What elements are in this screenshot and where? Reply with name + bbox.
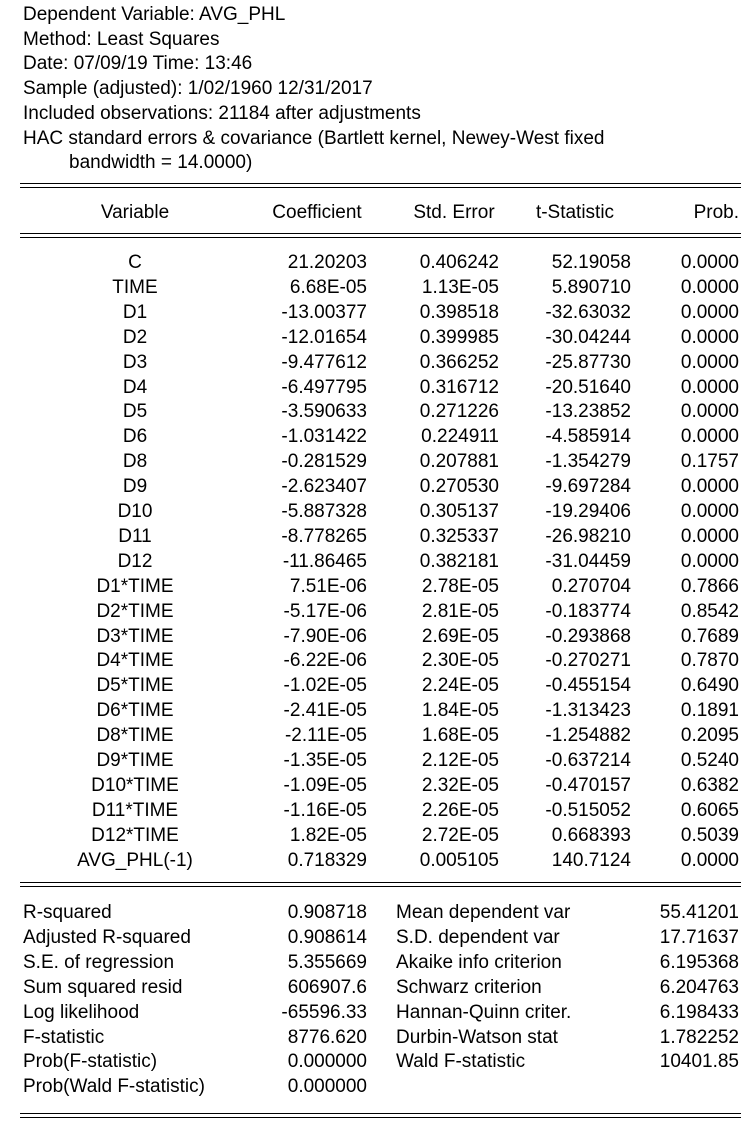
column-header-t-statistic: t-Statistic: [535, 202, 615, 223]
variable-cell: D11: [118, 525, 152, 547]
prob-cell: 0.2095: [680, 725, 739, 747]
stat-label: Mean dependent var: [396, 902, 571, 923]
variable-cell: D2*TIME: [96, 600, 174, 622]
sample-line: Sample (adjusted): 1/02/1960 12/31/2017: [23, 78, 373, 100]
std-error-cell: 0.005105: [419, 849, 499, 871]
t-statistic-cell: -31.04459: [545, 550, 631, 572]
header-bottom-rule-double: [20, 237, 741, 238]
std-error-cell: 2.69E-05: [421, 625, 499, 647]
column-header-variable: Variable: [100, 202, 170, 223]
t-statistic-cell: -0.293868: [545, 625, 631, 647]
t-statistic-cell: 5.890710: [551, 276, 631, 298]
std-error-cell: 0.406242: [419, 252, 499, 273]
t-statistic-cell: -1.254882: [545, 725, 631, 747]
coefficient-cell: -7.90E-06: [283, 625, 367, 647]
prob-cell: 0.0000: [680, 276, 739, 298]
coefficient-cell: 7.51E-06: [289, 575, 367, 597]
variable-cell: D3*TIME: [96, 625, 174, 647]
variable-cell: D6: [122, 426, 148, 448]
stat-value: 6.198433: [659, 1001, 739, 1023]
table-top-rule-double: [20, 187, 741, 188]
stat-label: Durbin-Watson stat: [396, 1026, 558, 1048]
stat-label: S.E. of regression: [23, 951, 175, 973]
stat-value: 8776.620: [287, 1026, 367, 1048]
method-line: Method: Least Squares: [23, 28, 220, 50]
coefficient-cell: -1.031422: [281, 426, 367, 448]
coefficient-cell: -6.22E-06: [283, 650, 367, 672]
std-error-cell: 0.325337: [419, 525, 499, 547]
variable-cell: D8: [122, 451, 148, 473]
variable-cell: D2: [122, 326, 148, 348]
hac-covariance-line: HAC standard errors & covariance (Bartlett kernel, Newey-West fixed: [23, 127, 605, 149]
stat-label: Sum squared resid: [23, 976, 183, 998]
std-error-cell: 1.68E-05: [421, 725, 499, 747]
prob-cell: 0.0000: [680, 426, 739, 448]
observations-line: Included observations: 21184 after adjustments: [23, 102, 421, 124]
t-statistic-cell: 0.270704: [551, 575, 631, 597]
stat-label: Adjusted R-squared: [23, 926, 191, 948]
variable-cell: AVG_PHL(-1): [77, 849, 193, 871]
prob-cell: 0.0000: [680, 351, 739, 373]
stat-label: Prob(Wald F-statistic): [23, 1076, 205, 1098]
coefficient-cell: 21.20203: [287, 252, 367, 273]
t-statistic-cell: 52.19058: [551, 252, 631, 273]
variable-cell: D12: [117, 550, 153, 572]
std-error-cell: 2.26E-05: [421, 799, 499, 821]
coefficient-cell: -1.35E-05: [283, 750, 367, 771]
variable-cell: D1*TIME: [96, 575, 174, 597]
stat-label: S.D. dependent var: [396, 926, 560, 948]
coefficient-cell: -2.41E-05: [283, 700, 367, 722]
stat-value: 5.355669: [287, 951, 367, 973]
variable-cell: TIME: [112, 276, 158, 298]
std-error-cell: 0.316712: [419, 376, 499, 398]
prob-cell: 0.6490: [680, 675, 739, 697]
std-error-cell: 1.84E-05: [421, 700, 499, 722]
t-statistic-cell: -13.23852: [545, 401, 631, 423]
t-statistic-cell: 140.7124: [551, 849, 631, 871]
variable-cell: D8*TIME: [96, 725, 174, 747]
stat-label: Akaike info criterion: [396, 951, 562, 973]
prob-cell: 0.0000: [680, 252, 739, 273]
stat-value: 1.782252: [659, 1026, 739, 1048]
stat-label: Prob(F-statistic): [23, 1051, 158, 1073]
coefficient-cell: -1.09E-05: [283, 774, 367, 796]
t-statistic-cell: -0.515052: [545, 799, 631, 821]
stat-value: 0.908614: [287, 926, 367, 948]
variable-cell: D5: [122, 401, 148, 423]
stat-value: 0.908718: [287, 902, 367, 923]
coefficient-cell: -6.497795: [281, 376, 367, 398]
t-statistic-cell: -9.697284: [545, 476, 631, 498]
t-statistic-cell: -26.98210: [545, 525, 631, 547]
prob-cell: 0.1757: [680, 451, 739, 473]
std-error-cell: 1.13E-05: [421, 276, 499, 298]
prob-cell: 0.0000: [680, 301, 739, 323]
stat-value: 0.000000: [287, 1076, 367, 1098]
date-time-line: Date: 07/09/19 Time: 13:46: [23, 53, 253, 75]
coefficient-cell: -11.86465: [282, 550, 367, 572]
column-header-prob: Prob.: [693, 202, 739, 223]
std-error-cell: 2.12E-05: [421, 750, 499, 771]
std-error-cell: 0.224911: [421, 426, 499, 448]
std-error-cell: 0.382181: [419, 550, 499, 572]
prob-cell: 0.7870: [680, 650, 739, 672]
variable-cell: D4: [122, 376, 148, 398]
coefficient-cell: -9.477612: [281, 351, 367, 373]
variable-cell: D10*TIME: [91, 774, 179, 796]
prob-cell: 0.0000: [680, 401, 739, 423]
stat-label: F-statistic: [23, 1026, 105, 1048]
prob-cell: 0.0000: [680, 849, 739, 871]
t-statistic-cell: -19.29406: [545, 501, 631, 522]
t-statistic-cell: -1.354279: [545, 451, 631, 473]
header-bottom-rule: [20, 233, 741, 234]
variable-cell: D4*TIME: [96, 650, 174, 672]
coefficient-cell: -1.02E-05: [283, 675, 367, 697]
std-error-cell: 0.399985: [419, 326, 499, 348]
std-error-cell: 2.81E-05: [421, 600, 499, 622]
stat-value: 6.204763: [659, 976, 739, 998]
prob-cell: 0.0000: [680, 525, 739, 547]
coefficient-cell: -2.623407: [281, 476, 367, 498]
t-statistic-cell: -1.313423: [545, 700, 631, 722]
prob-cell: 0.5240: [680, 750, 739, 771]
stat-value: 10401.85: [659, 1051, 739, 1073]
table-top-rule: [20, 183, 741, 184]
stat-value: 606907.6: [287, 976, 367, 998]
variable-cell: D3: [122, 351, 148, 373]
t-statistic-cell: -0.637214: [545, 750, 631, 771]
variable-cell: D1: [122, 301, 148, 323]
prob-cell: 0.0000: [680, 501, 739, 522]
coefficient-cell: -8.778265: [281, 525, 367, 547]
output-header: [23, 3, 604, 176]
t-statistic-cell: -4.585914: [545, 426, 631, 448]
stat-label: Wald F-statistic: [396, 1051, 526, 1073]
stat-value: 17.71637: [659, 926, 739, 948]
std-error-cell: 0.270530: [419, 476, 499, 498]
coefficient-cell: -12.01654: [281, 326, 367, 348]
stat-label: Log likelihood: [23, 1001, 140, 1023]
column-header-coefficient: Coefficient: [272, 202, 362, 223]
prob-cell: 0.7866: [680, 575, 739, 597]
prob-cell: 0.6382: [680, 774, 739, 796]
stat-label: Hannan-Quinn criter.: [396, 1001, 572, 1023]
t-statistic-cell: -30.04244: [545, 326, 631, 348]
stat-value: 0.000000: [287, 1051, 367, 1073]
variable-cell: D12*TIME: [91, 824, 179, 846]
stat-label: R-squared: [23, 902, 112, 923]
coefficient-cell: -5.17E-06: [283, 600, 367, 622]
std-error-cell: 0.366252: [419, 351, 499, 373]
variable-cell: C: [128, 252, 142, 273]
stat-label: Schwarz criterion: [396, 976, 542, 998]
bandwidth-line: bandwidth = 14.0000): [69, 152, 253, 174]
t-statistic-cell: -20.51640: [545, 376, 631, 398]
stat-value: -65596.33: [281, 1001, 367, 1023]
t-statistic-cell: 0.668393: [551, 824, 631, 846]
variable-cell: D5*TIME: [96, 675, 174, 697]
variable-cell: D9: [122, 476, 148, 498]
coefficient-cell: 0.718329: [287, 849, 367, 871]
coefficient-cell: -1.16E-05: [283, 799, 367, 821]
t-statistic-cell: -0.270271: [545, 650, 631, 672]
coefficient-cell: -5.887328: [281, 501, 367, 522]
std-error-cell: 2.78E-05: [421, 575, 499, 597]
coefficient-cell: -0.281529: [281, 451, 367, 473]
t-statistic-cell: -25.87730: [545, 351, 631, 373]
coefficient-cell: -2.11E-05: [284, 725, 367, 747]
prob-cell: 0.8542: [680, 600, 739, 622]
t-statistic-cell: -0.455154: [545, 675, 631, 697]
prob-cell: 0.0000: [680, 376, 739, 398]
prob-cell: 0.1891: [680, 700, 739, 722]
coefficient-cell: 1.82E-05: [289, 824, 367, 846]
prob-cell: 0.5039: [680, 824, 739, 846]
dependent-variable-line: Dependent Variable: AVG_PHL: [23, 4, 286, 25]
prob-cell: 0.0000: [680, 326, 739, 348]
stats-top-rule: [20, 882, 741, 883]
variable-cell: D9*TIME: [96, 750, 174, 771]
column-header-std-error: Std. Error: [413, 202, 495, 223]
variable-cell: D11*TIME: [91, 799, 179, 821]
std-error-cell: 2.30E-05: [421, 650, 499, 672]
coefficient-cell: 6.68E-05: [289, 276, 367, 298]
prob-cell: 0.7689: [680, 625, 739, 647]
prob-cell: 0.0000: [680, 476, 739, 498]
variable-cell: D6*TIME: [96, 700, 174, 722]
prob-cell: 0.6065: [680, 799, 739, 821]
stat-value: 55.41201: [659, 902, 739, 923]
std-error-cell: 0.398518: [419, 301, 499, 323]
variable-cell: D10: [117, 501, 153, 522]
stats-bottom-rule-double: [20, 1117, 741, 1118]
stats-top-rule-double: [20, 886, 741, 887]
t-statistic-cell: -0.470157: [545, 774, 631, 796]
stats-bottom-rule: [20, 1113, 741, 1114]
std-error-cell: 0.271226: [419, 401, 499, 423]
t-statistic-cell: -0.183774: [545, 600, 631, 622]
std-error-cell: 2.32E-05: [421, 774, 499, 796]
std-error-cell: 0.207881: [419, 451, 499, 473]
coefficient-cell: -3.590633: [281, 401, 367, 423]
prob-cell: 0.0000: [680, 550, 739, 572]
coefficient-cell: -13.00377: [281, 301, 367, 323]
std-error-cell: 0.305137: [419, 501, 499, 522]
t-statistic-cell: -32.63032: [545, 301, 631, 323]
std-error-cell: 2.24E-05: [421, 675, 499, 697]
stat-value: 6.195368: [659, 951, 739, 973]
std-error-cell: 2.72E-05: [421, 824, 499, 846]
